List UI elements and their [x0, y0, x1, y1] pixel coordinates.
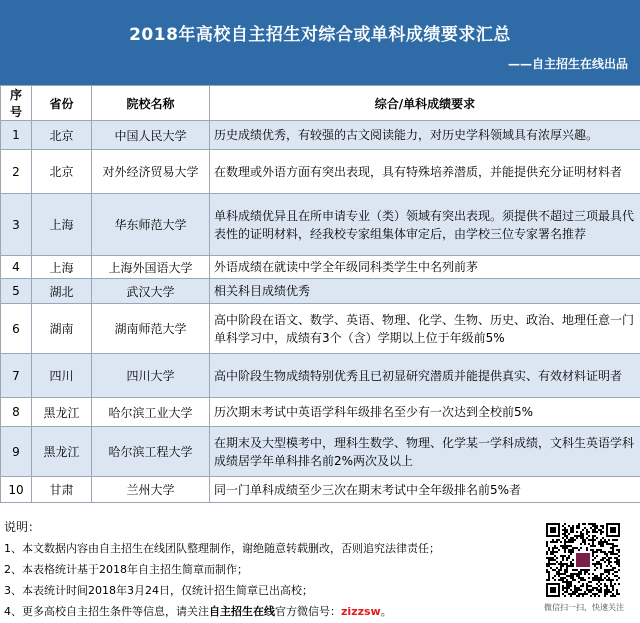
table-row: [1, 427, 640, 477]
row-school: 湖南师范大学: [92, 304, 210, 354]
note-line-3: 3、本表统计时间2018年3月24日，仅统计招生简章已出高校；: [4, 584, 313, 597]
row-province: 黑龙江: [32, 398, 92, 427]
row-index: 9: [1, 427, 32, 477]
note-line-4-mid: 官方微信号：: [275, 605, 341, 618]
row-school: 武汉大学: [92, 279, 210, 304]
row-province: 上海: [32, 256, 92, 279]
row-index: 5: [1, 279, 32, 304]
row-school: 兰州大学: [92, 477, 210, 503]
column-header-school: 院校名称: [92, 86, 210, 121]
row-index: 2: [1, 150, 32, 194]
row-school: 华东师范大学: [92, 194, 210, 256]
row-school: 对外经济贸易大学: [92, 150, 210, 194]
row-requirement: 在期末及大型模考中，理科生数学、物理、化学某一学科成绩，文科生英语学科成绩居学年单科排名前2%两次及以上: [210, 427, 640, 477]
table-row: [1, 304, 640, 354]
row-requirement: 同一门单科成绩至少三次在期末考试中全年级排名前5%者: [210, 477, 640, 503]
header-banner: [0, 0, 640, 85]
row-index: 10: [1, 477, 32, 503]
page-subtitle: ——自主招生在线出品: [507, 57, 628, 71]
row-requirement: 高中阶段生物成绩特别优秀且已初显研究潜质并能提供真实、有效材料证明者: [210, 354, 640, 398]
requirements-table: [0, 85, 640, 503]
table-row: [1, 398, 640, 427]
row-requirement: 历次期末考试中英语学科年级排名至少有一次达到全校前5%: [210, 398, 640, 427]
table-row: [1, 256, 640, 279]
row-province: 甘肃: [32, 477, 92, 503]
row-province: 北京: [32, 121, 92, 150]
wechat-qr-code[interactable]: [546, 523, 620, 597]
note-line-4: [4, 601, 534, 622]
column-header-index: 序号: [1, 86, 32, 121]
row-school: 哈尔滨工业大学: [92, 398, 210, 427]
note-line-4-prefix: 4、更多高校自主招生条件等信息，请关注: [4, 605, 209, 618]
account-name: 自主招生在线: [209, 605, 275, 618]
row-requirement: 高中阶段在语文、数学、英语、物理、化学、生物、历史、政治、地理任意一门单科学习中，成绩有3个（含）学期以上位于年级前5%: [210, 304, 640, 354]
row-index: 1: [1, 121, 32, 150]
qr-caption: 微信扫一扫，快速关注: [544, 603, 624, 612]
table-row: [1, 279, 640, 304]
notes-section: [4, 517, 534, 622]
row-school: 四川大学: [92, 354, 210, 398]
table-header-row: [1, 86, 640, 121]
table-row: [1, 354, 640, 398]
note-line-2: 2、本表格统计基于2018年自主招生简章而制作；: [4, 563, 248, 576]
row-index: 4: [1, 256, 32, 279]
page-title: 2018年高校自主招生对综合或单科成绩要求汇总: [129, 25, 511, 45]
row-requirement: 外语成绩在就读中学全年级同科类学生中名列前茅: [210, 256, 640, 279]
column-header-requirement: 综合/单科成绩要求: [210, 86, 640, 121]
row-requirement: 单科成绩优异且在所申请专业（类）领域有突出表现。须提供不超过三项最具代表性的证明材料，经我校专家组集体审定后，由学校三位专家署名推荐: [210, 194, 640, 256]
row-school: 中国人民大学: [92, 121, 210, 150]
row-requirement: 相关科目成绩优秀: [210, 279, 640, 304]
row-requirement: 历史成绩优秀，有较强的古文阅读能力，对历史学科领域具有浓厚兴趣。: [210, 121, 640, 150]
row-province: 湖南: [32, 304, 92, 354]
row-province: 四川: [32, 354, 92, 398]
table-row: [1, 194, 640, 256]
column-header-province: 省份: [32, 86, 92, 121]
row-index: 3: [1, 194, 32, 256]
row-province: 黑龙江: [32, 427, 92, 477]
table-row: [1, 150, 640, 194]
wechat-id[interactable]: zizzsw: [341, 605, 381, 618]
row-province: 北京: [32, 150, 92, 194]
row-index: 8: [1, 398, 32, 427]
row-index: 6: [1, 304, 32, 354]
row-province: 湖北: [32, 279, 92, 304]
row-province: 上海: [32, 194, 92, 256]
table-row: [1, 121, 640, 150]
table-row: [1, 477, 640, 503]
note-line-4-end: 。: [380, 605, 392, 618]
row-index: 7: [1, 354, 32, 398]
note-line-1: 1、本文数据内容由自主招生在线团队整理制作，谢绝随意转载删改，否则追究法律责任；: [4, 542, 440, 555]
notes-heading: 说明：: [4, 520, 41, 534]
row-requirement: 在数理或外语方面有突出表现，具有特殊培养潜质，并能提供充分证明材料者: [210, 150, 640, 194]
row-school: 上海外国语大学: [92, 256, 210, 279]
row-school: 哈尔滨工程大学: [92, 427, 210, 477]
